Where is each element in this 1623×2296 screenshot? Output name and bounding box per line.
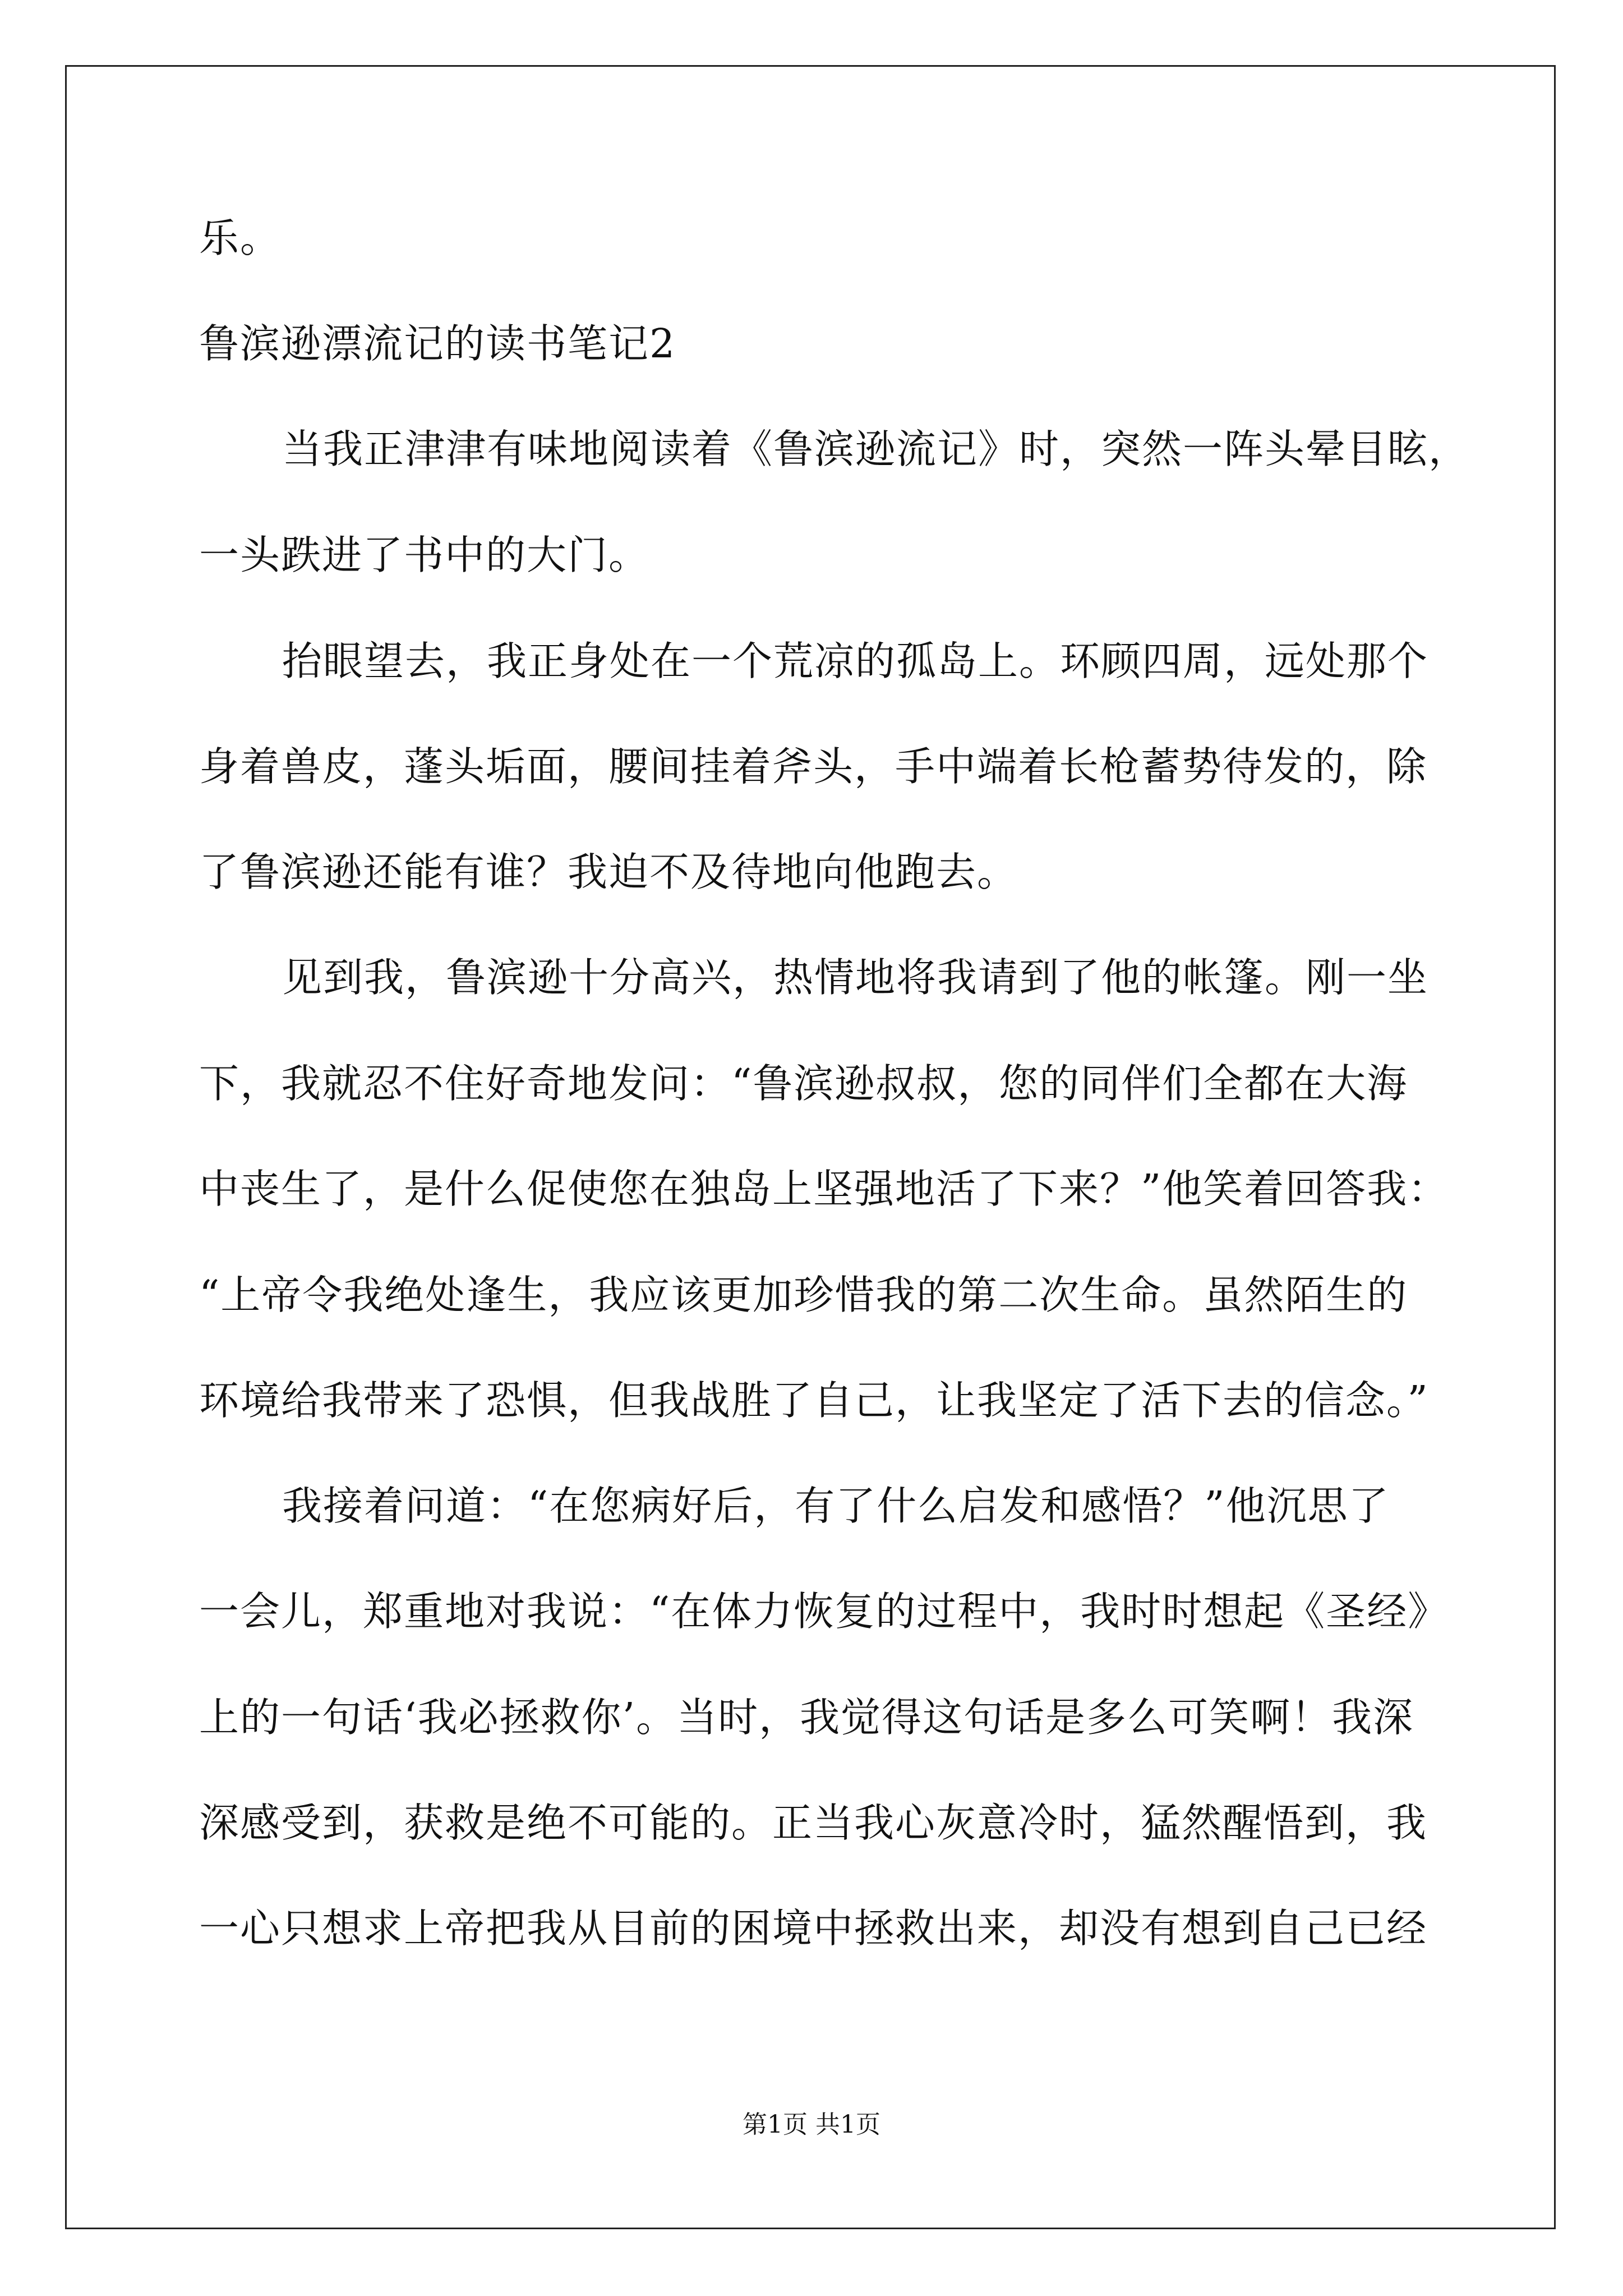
paragraph-line: 上的一句话‘我必拯救你’。当时，我觉得这句话是多么可笑啊！我深	[199, 1694, 1414, 1741]
paragraph-line: 了鲁滨逊还能有谁？我迫不及待地向他跑去。	[199, 849, 1018, 895]
paragraph-line: 下，我就忍不住好奇地发问：“鲁滨逊叔叔，您的同伴们全都在大海	[199, 1060, 1408, 1107]
paragraph-line: 深感受到，获救是绝不可能的。正当我心灰意冷时，猛然醒悟到，我	[199, 1800, 1428, 1846]
paragraph-line: 环境给我带来了恐惧，但我战胜了自己，让我坚定了活下去的信念。”	[199, 1377, 1429, 1424]
paragraph-line: “上帝令我绝处逢生，我应该更加珍惜我的第二次生命。虽然陌生的	[199, 1272, 1408, 1318]
paragraph-line: 抬眼望去，我正身处在一个荒凉的孤岛上。环顾四周，远处那个	[282, 638, 1429, 684]
text-line: 乐。	[199, 215, 282, 261]
paragraph-line: 见到我，鲁滨逊十分高兴，热情地将我请到了他的帐篷。刚一坐	[282, 954, 1429, 1001]
paragraph-line: 一会儿，郑重地对我说：“在体力恢复的过程中，我时时想起《圣经》	[199, 1588, 1449, 1635]
page-number-footer: 第1页 共1页	[743, 2110, 880, 2139]
paragraph-line: 我接着问道：“在您病好后，有了什么启发和感悟？”他沉思了	[282, 1483, 1390, 1529]
paragraph-line: 身着兽皮，蓬头垢面，腰间挂着斧头，手中端着长枪蓄势待发的，除	[199, 743, 1428, 790]
section-heading: 鲁滨逊漂流记的读书笔记2	[199, 320, 676, 367]
paragraph-line: 中丧生了，是什么促使您在独岛上坚强地活了下来？”他笑着回答我：	[199, 1166, 1449, 1212]
paragraph-line: 一心只想求上帝把我从目前的困境中拯救出来，却没有想到自己已经	[199, 1905, 1428, 1952]
paragraph-line: 当我正津津有味地阅读着《鲁滨逊流记》时，突然一阵头晕目眩，	[282, 426, 1470, 472]
paragraph-line: 一头跌进了书中的大门。	[199, 532, 650, 578]
